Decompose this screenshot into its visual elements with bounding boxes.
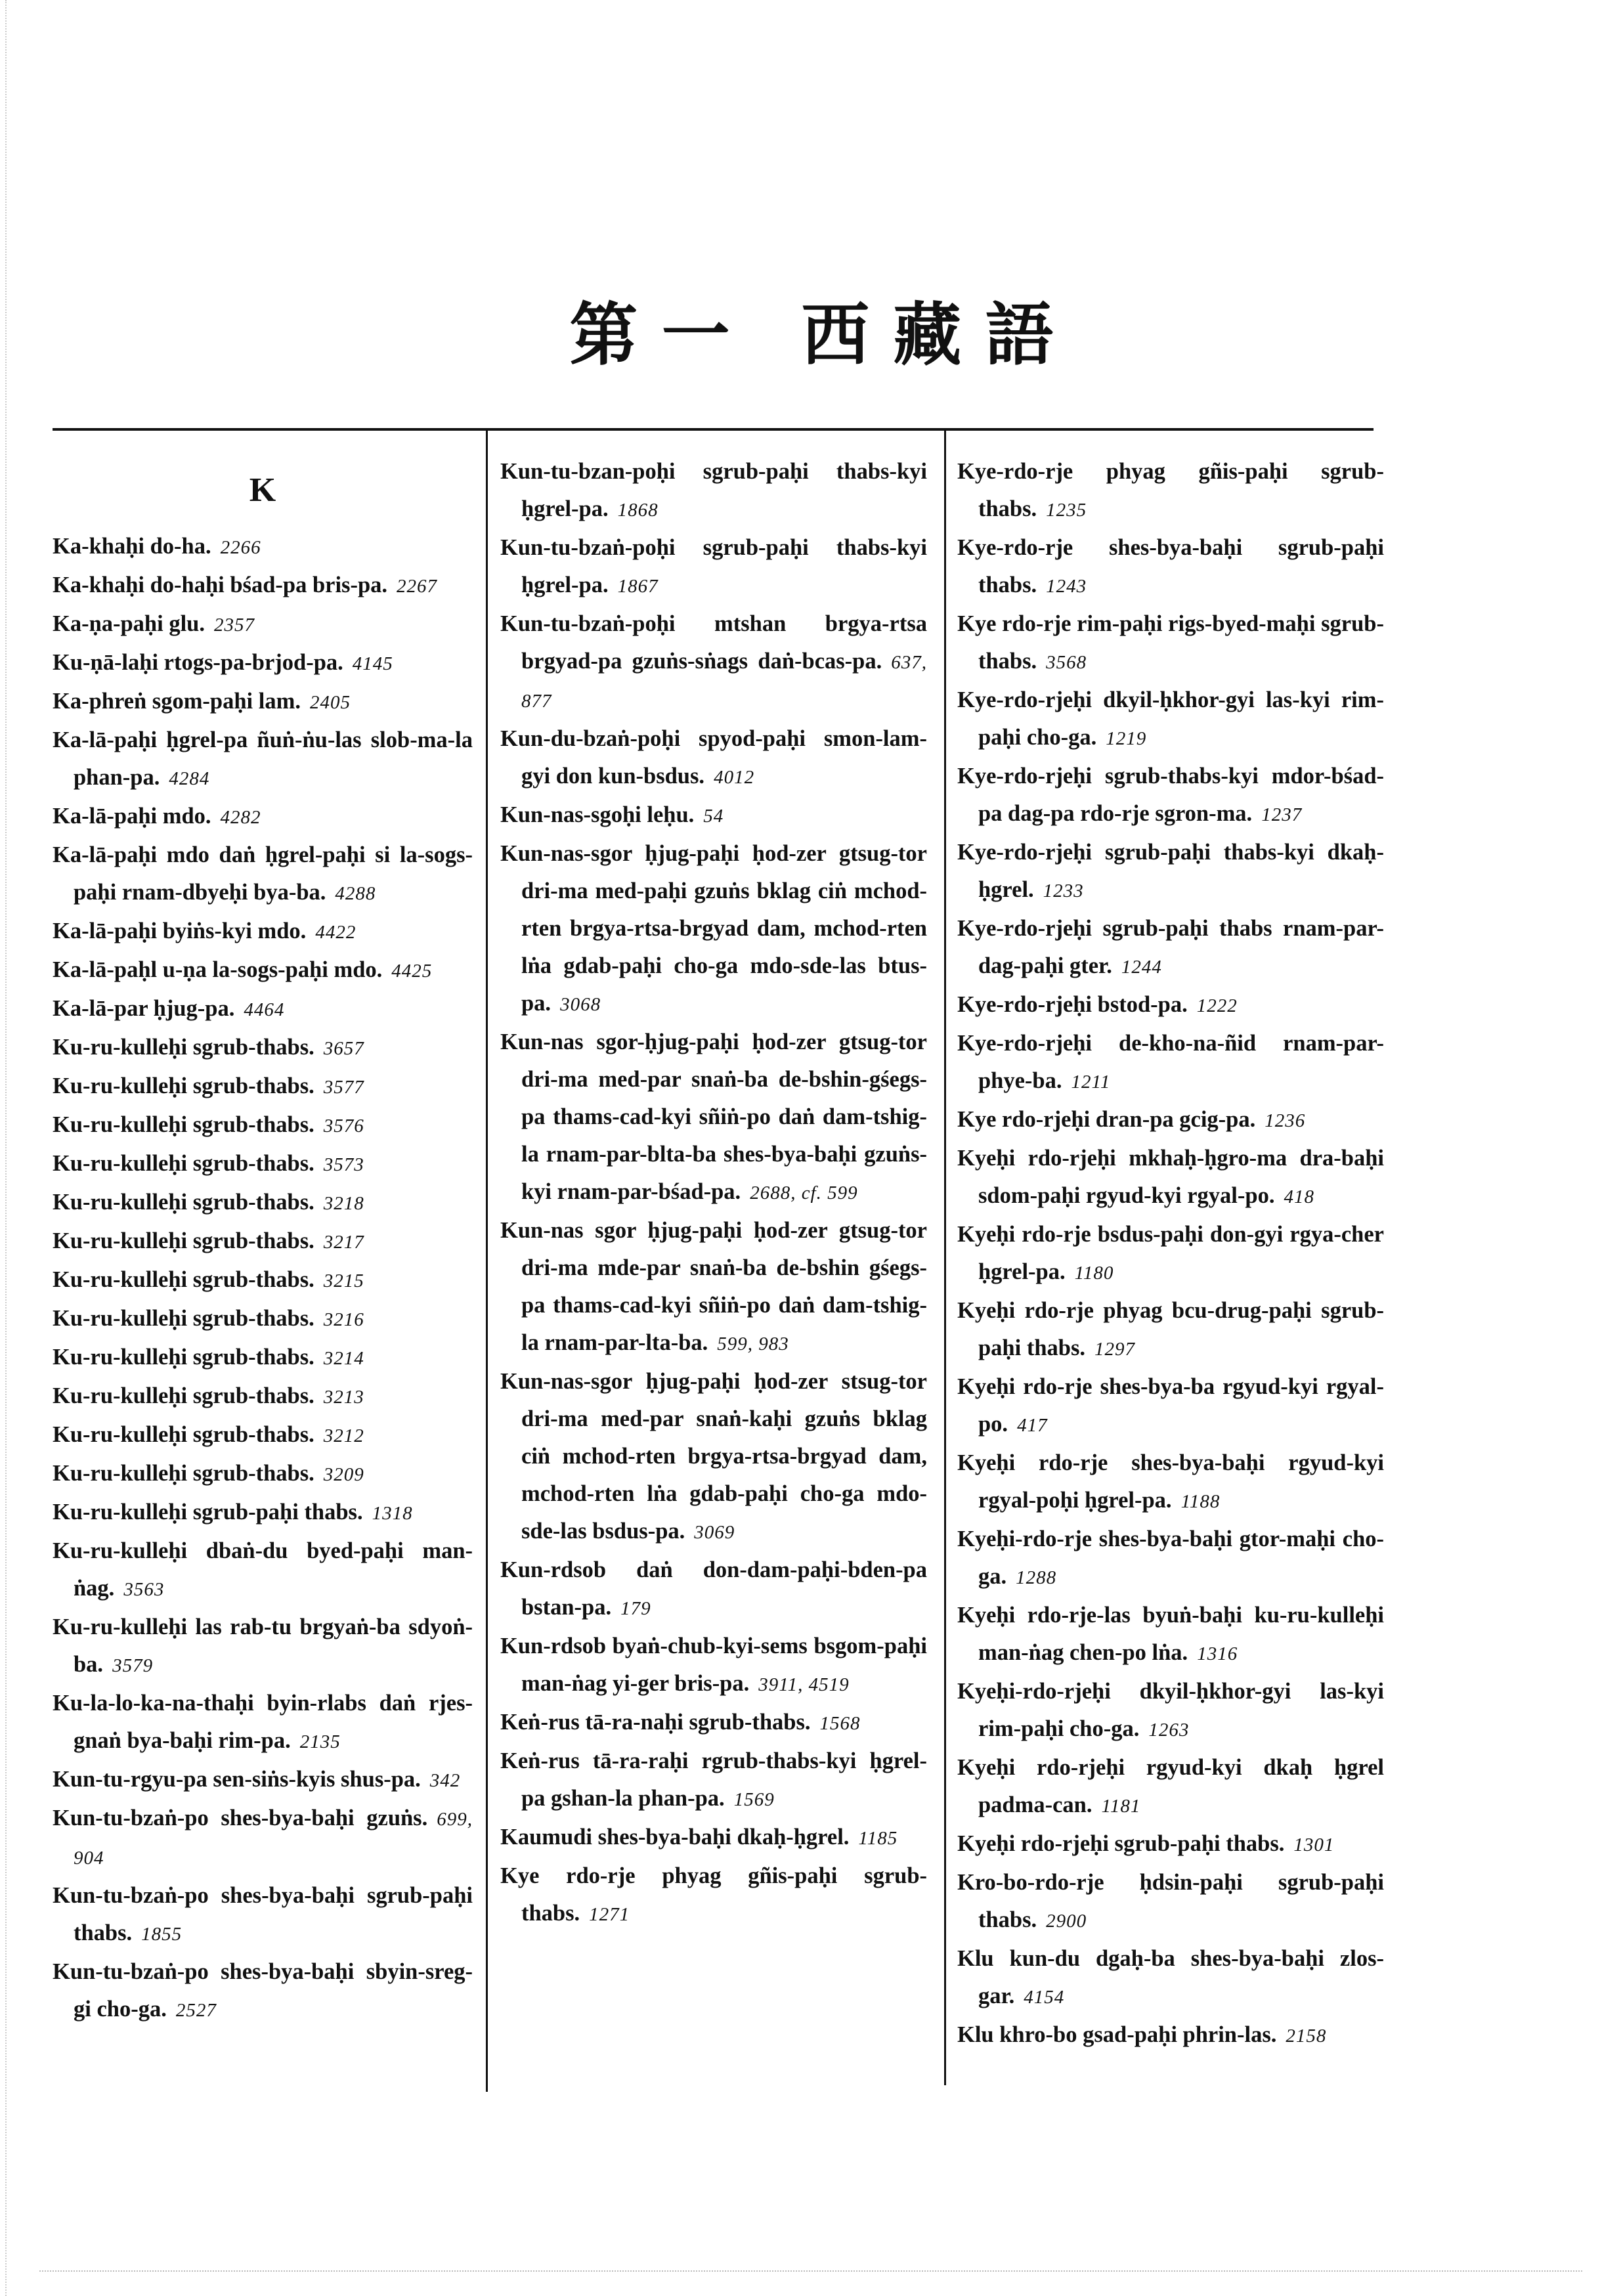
entry-number: 2135 <box>299 1731 341 1752</box>
entry-title: Ku-ru-kulleḥi sgrub-thabs. <box>53 1190 314 1215</box>
entry-title: Ku-ṇā-laḥi rtogs-pa-brjod-pa. <box>53 650 343 675</box>
index-entry <box>53 1532 473 1609</box>
entry-number: 1219 <box>1106 728 1147 749</box>
index-entry <box>53 1455 473 1494</box>
entry-title: Kun-rdsob byaṅ-chub-kyi-sems bsgom-paḥi man-ṅag yi-ger bris-pa. <box>500 1634 927 1696</box>
entry-number: 1243 <box>1046 576 1087 597</box>
entry-number: 3563 <box>123 1579 165 1600</box>
entry-number: 4284 <box>169 768 210 789</box>
index-entry <box>957 1825 1384 1864</box>
entry-number: 3068 <box>560 994 601 1015</box>
index-entry <box>53 528 473 567</box>
index-entry <box>53 1416 473 1455</box>
index-entry <box>53 1068 473 1106</box>
entry-number: 1244 <box>1121 957 1162 978</box>
entry-title: Ka-phreṅ sgom-paḥi lam. <box>53 689 301 714</box>
index-entry <box>957 453 1384 529</box>
entry-number: 54 <box>703 806 724 827</box>
entry-number: 4282 <box>220 807 261 828</box>
entry-title: Ka-lā-paḥi byiṅs-kyi mdo. <box>53 919 307 943</box>
entry-number: 3218 <box>323 1193 364 1214</box>
entry-number: 1237 <box>1261 804 1303 825</box>
entry-number: 1855 <box>141 1924 183 1945</box>
entry-title: Ka-ṇa-paḥi glu. <box>53 611 205 636</box>
entry-title: Kye rdo-rjeḥi dran-pa gcig-pa. <box>957 1107 1256 1132</box>
index-entry <box>53 913 473 951</box>
entry-list <box>957 453 1384 2055</box>
entry-title: Ku-ru-kulleḥi sgrub-thabs. <box>53 1267 314 1292</box>
entry-number: 1185 <box>858 1828 898 1849</box>
entry-number: 2357 <box>213 615 255 636</box>
entry-number: 3911, 4519 <box>758 1674 850 1695</box>
entry-title: Ka-lā-paḥl u-ṇa la-sogs-paḥi mdo. <box>53 957 383 982</box>
entry-number: 3212 <box>323 1425 364 1446</box>
entry-number: 4464 <box>244 999 285 1020</box>
entry-number: 2405 <box>309 692 351 713</box>
section-letter: K <box>249 471 276 509</box>
index-entry <box>957 1940 1384 2016</box>
entry-number: 4154 <box>1024 1987 1065 2008</box>
entry-title: Ku-ru-kulleḥi sgrub-thabs. <box>53 1422 314 1447</box>
entry-number: 699, 904 <box>74 1809 473 1869</box>
index-column-1 <box>53 453 473 2029</box>
index-entry <box>53 1339 473 1377</box>
entry-title: Ku-ru-kulleḥi sgrub-paḥi thabs. <box>53 1500 363 1525</box>
entry-number: 1211 <box>1071 1072 1111 1093</box>
index-entry <box>500 835 927 1024</box>
entry-number: 3217 <box>323 1232 364 1253</box>
index-entry <box>53 1029 473 1068</box>
index-entry <box>957 1749 1384 1825</box>
index-entry <box>53 1877 473 1953</box>
entry-title: Kyeḥi rdo-rje-las byuṅ-baḥi ku-ru-kulleḥi man-ṅag chen-po lṅa. <box>957 1603 1384 1665</box>
entry-title: Ka-lā-par ḥjug-pa. <box>53 996 235 1021</box>
entry-title: Kun-nas sgor ḥjug-paḥi ḥod-zer gtsug-tor dri-ma mde-par snaṅ-ba de-bshin gśegs-pa thams-cad-kyi sñiṅ-po daṅ dam-tshig-la rnam-par-lta-ba. <box>500 1218 927 1355</box>
entry-title: Ku-ru-kulleḥi sgrub-thabs. <box>53 1461 314 1486</box>
index-entry <box>500 1024 927 1212</box>
entry-title: Ka-lā-paḥi mdo daṅ ḥgrel-paḥi si la-sogs-paḥi rnam-dbyeḥi bya-ba. <box>53 842 473 905</box>
entry-number: 1181 <box>1101 1796 1141 1817</box>
entry-title: Kye-rdo-rjeḥi bstod-pa. <box>957 992 1188 1017</box>
entry-title: Kun-tu-bzaṅ-poḥi mtshan brgya-rtsa brgyad-pa gzuṅs-sṅags daṅ-bcas-pa. <box>500 611 927 674</box>
index-entry <box>957 834 1384 910</box>
index-entry <box>957 605 1384 682</box>
entry-title: Kun-nas sgor-ḥjug-paḥi ḥod-zer gtsug-tor dri-ma med-par snaṅ-ba de-bshin-gśegs-pa thams-cad-kyi sñiṅ-po daṅ dam-tshig-la rnam-par-blta-ba shes-bya-baḥi gzuṅs-kyi rnam-par-bśad-pa. <box>500 1029 927 1204</box>
entry-number: 3069 <box>694 1522 735 1543</box>
index-entry <box>957 1025 1384 1101</box>
column-divider <box>486 431 488 2092</box>
entry-number: 4288 <box>335 883 376 904</box>
index-entry <box>53 990 473 1029</box>
entry-title: Kye-rdo-rje phyag gñis-paḥi sgrub-thabs. <box>957 459 1384 521</box>
entry-title: Kro-bo-rdo-rje ḥdsin-paḥi sgrub-paḥi thabs. <box>957 1870 1384 1932</box>
index-entry <box>53 1800 473 1877</box>
index-entry <box>957 1444 1384 1521</box>
index-entry <box>500 529 927 605</box>
entry-number: 599, 983 <box>717 1333 789 1354</box>
index-entry <box>957 1864 1384 1940</box>
entry-number: 4012 <box>714 767 755 788</box>
index-entry <box>500 1819 927 1857</box>
index-entry <box>957 1597 1384 1673</box>
entry-title: Klu kun-du dgaḥ-ba shes-bya-baḥi zlos-gar. <box>957 1946 1384 2008</box>
entry-number: 1318 <box>372 1503 413 1524</box>
entry-title: Ka-lā-paḥi ḥgrel-pa ñuṅ-ṅu-las slob-ma-la phan-pa. <box>53 727 473 790</box>
entry-title: Kye-rdo-rje shes-bya-baḥi sgrub-paḥi thabs. <box>957 535 1384 597</box>
entry-number: 2900 <box>1046 1911 1087 1932</box>
entry-number: 1297 <box>1094 1339 1135 1360</box>
entry-number: 637, 877 <box>521 652 927 712</box>
entry-title: Kun-tu-bzan-poḥi sgrub-paḥi thabs-kyi ḥgrel-pa. <box>500 459 927 521</box>
index-entry <box>53 567 473 605</box>
entry-title: Ka-khaḥi do-ha. <box>53 534 211 559</box>
index-entry <box>957 2016 1384 2055</box>
entry-number: 1288 <box>1016 1567 1057 1588</box>
entry-number: 2158 <box>1286 2025 1327 2047</box>
entry-number: 3573 <box>323 1154 364 1175</box>
entry-number: 1188 <box>1180 1491 1221 1512</box>
entry-title: Kyeḥi rdo-rjeḥi mkhaḥ-ḥgro-ma dra-baḥi sdom-paḥi rgyud-kyi rgyal-po. <box>957 1146 1384 1208</box>
index-column-2 <box>500 453 927 1934</box>
entry-number: 179 <box>620 1598 651 1619</box>
index-entry <box>53 1261 473 1300</box>
entry-number: 2267 <box>397 576 438 597</box>
entry-title: Kun-nas-sgor ḥjug-paḥi ḥod-zer stsug-tor dri-ma med-par snaṅ-kaḥi gzuṅs bklag ciṅ mchod-rten brgya-rtsa-brgyad dam, mchod-rten lṅa gdab-paḥi cho-ga mdo-sde-las bsdus-pa. <box>500 1369 927 1544</box>
entry-title: Ku-ru-kulleḥi sgrub-thabs. <box>53 1306 314 1331</box>
index-entry <box>500 1212 927 1363</box>
entry-number: 1263 <box>1148 1720 1190 1741</box>
index-entry <box>53 1106 473 1145</box>
entry-number: 342 <box>429 1770 461 1791</box>
entry-title: Kun-nas-sgor ḥjug-paḥi ḥod-zer gtsug-tor dri-ma med-paḥi gzuṅs bklag ciṅ mchod-rten brgya-rtsa-brgyad dam, mchod-rten lṅa gdab-paḥi cho-ga mdo-sde-las btus-pa. <box>500 841 927 1016</box>
entry-title: Ku-ru-kulleḥi sgrub-thabs. <box>53 1383 314 1408</box>
index-entry <box>500 453 927 529</box>
index-entry <box>53 798 473 836</box>
index-entry <box>957 1368 1384 1444</box>
entry-number: 2527 <box>175 2000 217 2021</box>
page-title: 第 一 西 藏 語 <box>569 295 1054 375</box>
column-divider <box>944 431 946 2085</box>
entry-title: Kun-rdsob daṅ don-dam-paḥi-bden-pa bstan-pa. <box>500 1557 927 1620</box>
entry-title: Ku-ru-kulleḥi sgrub-thabs. <box>53 1035 314 1060</box>
index-entry <box>53 722 473 798</box>
index-entry <box>500 720 927 796</box>
scan-noise <box>39 2270 1582 2273</box>
entry-title: Kye-rdo-rjeḥi dkyil-ḥkhor-gyi las-kyi rim-paḥi cho-ga. <box>957 687 1384 750</box>
entry-number: 1271 <box>589 1904 630 1925</box>
index-entry <box>53 836 473 913</box>
entry-number: 1868 <box>617 500 659 521</box>
entry-number: 3657 <box>323 1038 364 1059</box>
entry-number: 3216 <box>323 1309 364 1330</box>
index-entry <box>957 1216 1384 1292</box>
index-entry <box>53 1377 473 1416</box>
entry-title: Kun-tu-bzaṅ-po shes-bya-baḥi gzuṅs. <box>53 1806 428 1830</box>
entry-number: 1867 <box>617 576 659 597</box>
entry-title: Ka-lā-paḥi mdo. <box>53 804 211 829</box>
index-entry <box>53 1953 473 2029</box>
entry-title: Kun-du-bzaṅ-poḥi spyod-paḥi smon-lam-gyi don kun-bsdus. <box>500 726 927 789</box>
index-entry <box>500 1743 927 1819</box>
index-entry <box>53 951 473 990</box>
entry-title: Kun-tu-rgyu-pa sen-siṅs-kyis shus-pa. <box>53 1767 421 1792</box>
entry-number: 1222 <box>1196 995 1238 1016</box>
entry-list <box>500 453 927 1934</box>
entry-title: Kye-rdo-rjeḥi de-kho-na-ñid rnam-par-phye-ba. <box>957 1031 1384 1093</box>
index-entry <box>957 1140 1384 1216</box>
entry-title: Kun-nas-sgoḥi leḥu. <box>500 802 695 827</box>
entry-title: Ku-la-lo-ka-na-thaḥi byin-rlabs daṅ rjes-gnaṅ bya-baḥi rim-pa. <box>53 1691 473 1753</box>
index-entry <box>53 1184 473 1223</box>
entry-number: 4422 <box>315 922 357 943</box>
index-entry <box>500 1704 927 1743</box>
index-entry <box>957 529 1384 605</box>
entry-number: 1235 <box>1046 500 1087 521</box>
entry-title: Ku-ru-kulleḥi sgrub-thabs. <box>53 1112 314 1137</box>
entry-number: 3213 <box>323 1387 364 1408</box>
entry-title: Kye rdo-rje rim-paḥi rigs-byed-maḥi sgrub-thabs. <box>957 611 1384 674</box>
entry-number: 4145 <box>352 653 393 674</box>
index-entry <box>957 1673 1384 1749</box>
index-entry <box>53 1761 473 1800</box>
entry-title: Kye-rdo-rjeḥi sgrub-paḥi thabs rnam-par-dag-paḥi gter. <box>957 916 1384 978</box>
entry-list <box>53 528 473 2029</box>
entry-title: Kyeḥi rdo-rje shes-bya-baḥi rgyud-kyi rgyal-poḥi ḥgrel-pa. <box>957 1450 1384 1513</box>
index-entry <box>53 1494 473 1532</box>
entry-title: Kye-rdo-rjeḥi sgrub-thabs-kyi mdor-bśad-pa dag-pa rdo-rje sgron-ma. <box>957 764 1384 826</box>
header-rule <box>53 428 1374 431</box>
entry-number: 1236 <box>1265 1110 1306 1131</box>
index-entry <box>957 1292 1384 1368</box>
entry-title: Ka-khaḥi do-haḥi bśad-pa bris-pa. <box>53 573 388 597</box>
index-entry <box>957 986 1384 1025</box>
entry-title: Ku-ru-kulleḥi sgrub-thabs. <box>53 1345 314 1370</box>
index-entry <box>53 1609 473 1685</box>
entry-title: Kun-tu-bzaṅ-po shes-bya-baḥi sbyin-sreg-gi cho-ga. <box>53 1959 473 2022</box>
entry-title: Kyeḥi rdo-rje phyag bcu-drug-paḥi sgrub-paḥi thabs. <box>957 1298 1384 1360</box>
entry-title: Keṅ-rus tā-ra-raḥi rgrub-thabs-kyi ḥgrel-pa gshan-la phan-pa. <box>500 1748 927 1811</box>
entry-number: 3579 <box>112 1655 154 1676</box>
entry-number: 3576 <box>323 1116 364 1137</box>
entry-title: Kyeḥi rdo-rje bsdus-paḥi don-gyi rgya-cher ḥgrel-pa. <box>957 1222 1384 1284</box>
index-entry <box>53 1685 473 1761</box>
index-entry <box>500 796 927 835</box>
index-entry <box>53 605 473 644</box>
entry-title: Kyeḥi-rdo-rjeḥi dkyil-ḥkhor-gyi las-kyi rim-paḥi cho-ga. <box>957 1679 1384 1741</box>
entry-number: 3568 <box>1046 652 1087 673</box>
entry-number: 1233 <box>1043 880 1084 901</box>
entry-number: 4425 <box>391 961 433 982</box>
entry-title: Ku-ru-kulleḥi sgrub-thabs. <box>53 1228 314 1253</box>
entry-number: 1568 <box>819 1713 861 1734</box>
index-entry <box>957 910 1384 986</box>
entry-number: 417 <box>1017 1415 1048 1436</box>
entry-title: Keṅ-rus tā-ra-naḥi sgrub-thabs. <box>500 1710 811 1735</box>
entry-title: Kyeḥi rdo-rje shes-bya-ba rgyud-kyi rgyal-po. <box>957 1374 1384 1437</box>
entry-title: Ku-ru-kulleḥi sgrub-thabs. <box>53 1151 314 1176</box>
entry-title: Kyeḥi rdo-rjeḥi sgrub-paḥi thabs. <box>957 1831 1285 1856</box>
entry-number: 3215 <box>323 1270 364 1291</box>
entry-title: Kye-rdo-rjeḥi sgrub-paḥi thabs-kyi dkaḥ-ḥgrel. <box>957 840 1384 902</box>
index-entry <box>957 1521 1384 1597</box>
entry-title: Kyeḥi-rdo-rje shes-bya-baḥi gtor-maḥi cho-ga. <box>957 1527 1384 1589</box>
entry-number: 418 <box>1284 1186 1314 1207</box>
entry-number: 2266 <box>220 537 261 558</box>
entry-title: Kaumudi shes-bya-baḥi dkaḥ-ḥgrel. <box>500 1825 850 1850</box>
entry-number: 3577 <box>323 1077 364 1098</box>
entry-title: Ku-ru-kulleḥi sgrub-thabs. <box>53 1073 314 1098</box>
entry-number: 1316 <box>1197 1643 1238 1664</box>
entry-number: 1569 <box>733 1789 775 1810</box>
entry-number: 3209 <box>323 1464 364 1485</box>
index-entry <box>500 1628 927 1704</box>
index-entry <box>500 605 927 720</box>
index-entry <box>500 1551 927 1628</box>
index-entry <box>53 1145 473 1184</box>
entry-number: 1180 <box>1074 1263 1114 1284</box>
entry-title: Ku-ru-kulleḥi dbaṅ-du byed-paḥi man-ṅag. <box>53 1538 473 1601</box>
index-entry <box>957 758 1384 834</box>
index-entry <box>53 683 473 722</box>
index-entry <box>53 644 473 683</box>
entry-title: Ku-ru-kulleḥi las rab-tu brgyaṅ-ba sdyoṅ-ba. <box>53 1614 473 1677</box>
entry-title: Klu khro-bo gsad-paḥi phrin-las. <box>957 2022 1277 2047</box>
index-entry <box>500 1857 927 1934</box>
index-entry <box>957 1101 1384 1140</box>
entry-title: Kye rdo-rje phyag gñis-paḥi sgrub-thabs. <box>500 1863 927 1926</box>
entry-title: Kyeḥi rdo-rjeḥi rgyud-kyi dkaḥ ḥgrel padma-can. <box>957 1755 1384 1817</box>
index-entry <box>957 682 1384 758</box>
entry-number: 2688, cf. 599 <box>750 1182 858 1203</box>
index-entry <box>500 1363 927 1551</box>
entry-title: Kun-tu-bzaṅ-po shes-bya-baḥi sgrub-paḥi thabs. <box>53 1883 473 1945</box>
index-entry <box>53 1300 473 1339</box>
entry-title: Kun-tu-bzaṅ-poḥi sgrub-paḥi thabs-kyi ḥgrel-pa. <box>500 535 927 597</box>
index-entry <box>53 1223 473 1261</box>
entry-number: 1301 <box>1293 1834 1335 1855</box>
index-column-3 <box>957 453 1384 2055</box>
entry-number: 3214 <box>323 1348 364 1369</box>
